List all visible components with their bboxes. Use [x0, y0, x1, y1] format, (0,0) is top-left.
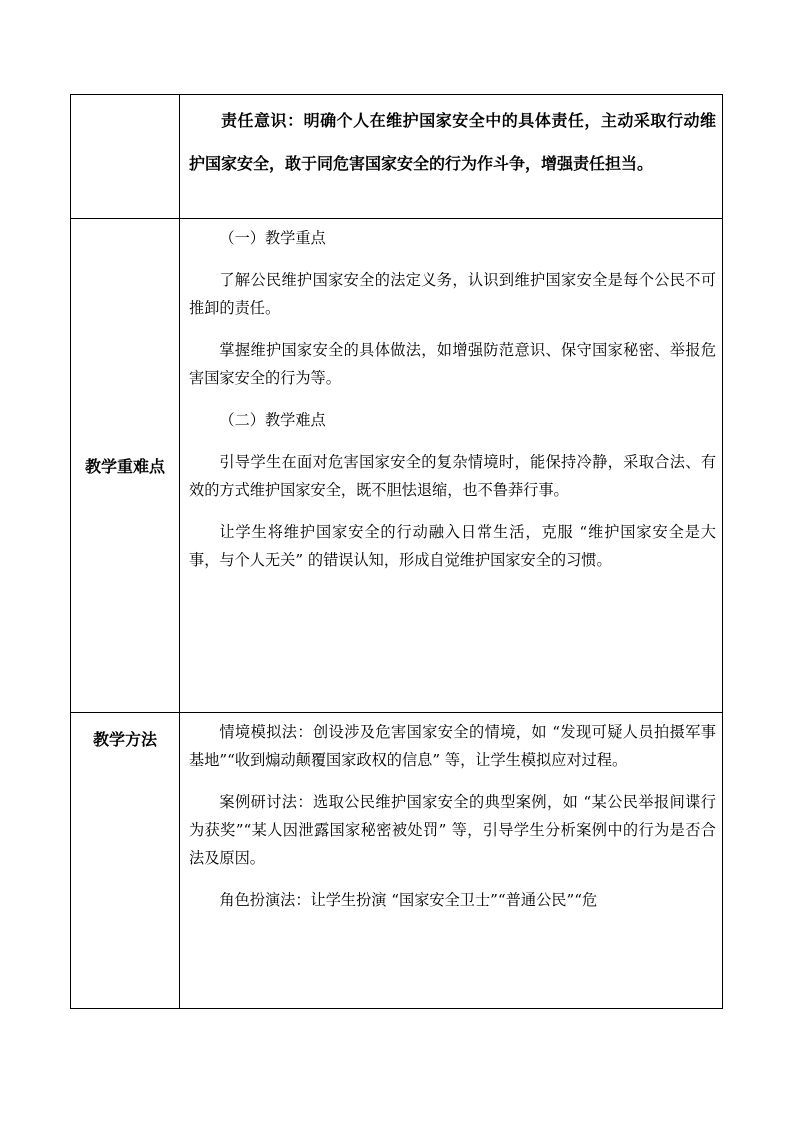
key-points-heading: （一）教学重点	[219, 229, 326, 247]
key-point-paragraph: 了解公民维护国家安全的法定义务，认识到维护国家安全是每个公民不可推卸的责任。	[189, 271, 716, 317]
key-point-paragraph: 掌握维护国家安全的具体做法，如增强防范意识、保守国家秘密、举报危害国家安全的行为等。	[189, 341, 716, 387]
teaching-methods-cell	[180, 713, 723, 1009]
table-row	[71, 713, 723, 1009]
responsibility-cell	[180, 95, 723, 219]
method-paragraph: 案例研讨法：选取公民维护国家安全的典型案例，如 “某公民举报间谍行为获奖”“某人因泄露国家秘密被处罚” 等，引导学生分析案例中的行为是否合法及原因。	[189, 793, 716, 867]
key-difficult-points-cell	[180, 219, 723, 713]
difficult-point-paragraph: 引导学生在面对危害国家安全的复杂情境时，能保持冷静，采取合法、有效的方式维护国家安全，既不胆怯退缩，也不鲁莽行事。	[189, 453, 716, 499]
table-row	[71, 95, 723, 219]
responsibility-text: 责任意识：明确个人在维护国家安全中的具体责任，主动采取行动维护国家安全，敢于同危害国家安全的行为作斗争，增强责任担当。	[189, 111, 716, 173]
table-row	[71, 219, 723, 713]
row-label-teaching-methods: 教学方法	[71, 713, 180, 1009]
method-paragraph: 角色扮演法：让学生扮演 “国家安全卫士”“普通公民”“危	[219, 891, 598, 909]
difficult-points-heading: （二）教学难点	[219, 411, 326, 429]
method-paragraph: 情境模拟法：创设涉及危害国家安全的情境，如 “发现可疑人员拍摄军事基地”“收到煽动颠覆国家政权的信息” 等，让学生模拟应对过程。	[189, 723, 716, 769]
lesson-plan-table	[70, 94, 723, 1009]
row-label-empty	[71, 95, 180, 219]
difficult-point-paragraph: 让学生将维护国家安全的行动融入日常生活，克服 “维护国家安全是大事，与个人无关” 的错误认知，形成自觉维护国家安全的习惯。	[189, 523, 716, 569]
row-label-key-difficult-points: 教学重难点	[71, 219, 180, 713]
